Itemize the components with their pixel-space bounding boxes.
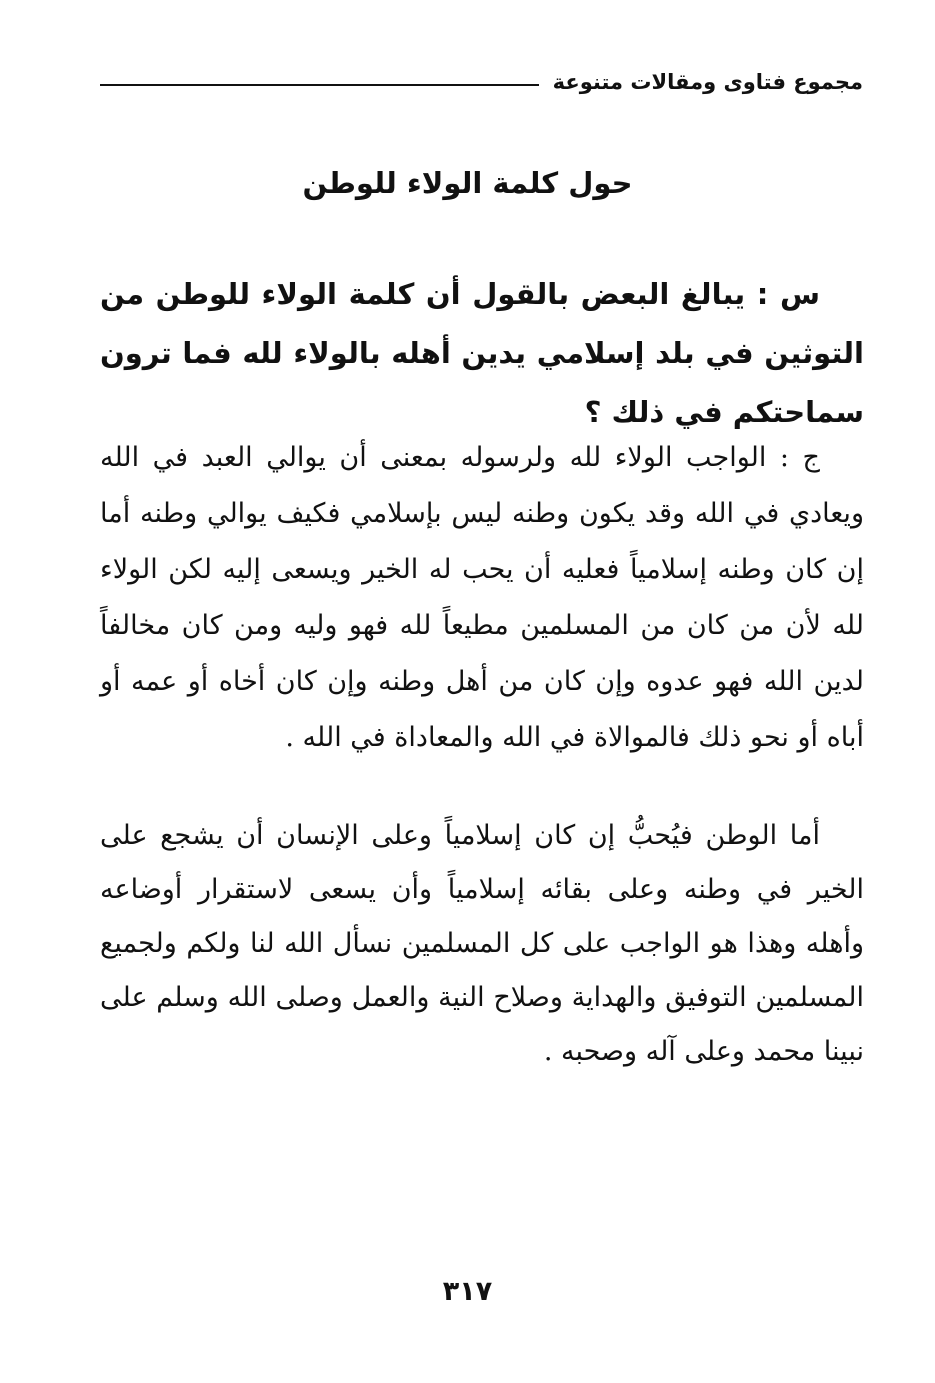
running-header [100,62,863,102]
answer-paragraph-2: أما الوطن فيُحبُّ إن كان إسلامياً وعلى الإنسان أن يشجع على الخير في وطنه وعلى بقائه إسلامياً وأن يسعى لاستقرار أوضاعه وأهله وهذا هو الواجب على كل المسلمين نسأل الله لنا ولكم ولجميع المسلمين التوفيق والهداية وصلاح النية والعمل وصلى الله وسلم على نبينا محمد وعلى آله وصحبه . [100,820,864,1067]
running-header-title: مجموع فتاوى ومقالات متنوعة [552,70,863,94]
question-paragraph: س : يبالغ البعض بالقول أن كلمة الولاء للوطن من التوثين في بلد إسلامي يدين أهله بالولاء لله فما ترون سماحتكم في ذلك ؟ [100,277,864,429]
answer-paragraph-1: ج : الواجب الولاء لله ولرسوله بمعنى أن يوالي العبد في الله ويعادي في الله وقد يكون وطنه ليس بإسلامي فكيف يوالي وطنه أما إن كان وطنه إسلامياً فعليه أن يحب له الخير ويسعى إليه لكن الولاء لله لأن من كان من المسلمين مطيعاً لله فهو وليه ومن كان مخالفاً لدين الله فهو عدوه وإن كان من أهل وطنه وإن كان أخاه أو عمه أو أباه أو نحو ذلك فالموالاة في الله والمعاداة في الله . [100,442,864,753]
header-rule [100,84,539,86]
section-title: حول كلمة الولاء للوطن [302,166,633,200]
page-number: ٣١٧ [442,1276,493,1307]
